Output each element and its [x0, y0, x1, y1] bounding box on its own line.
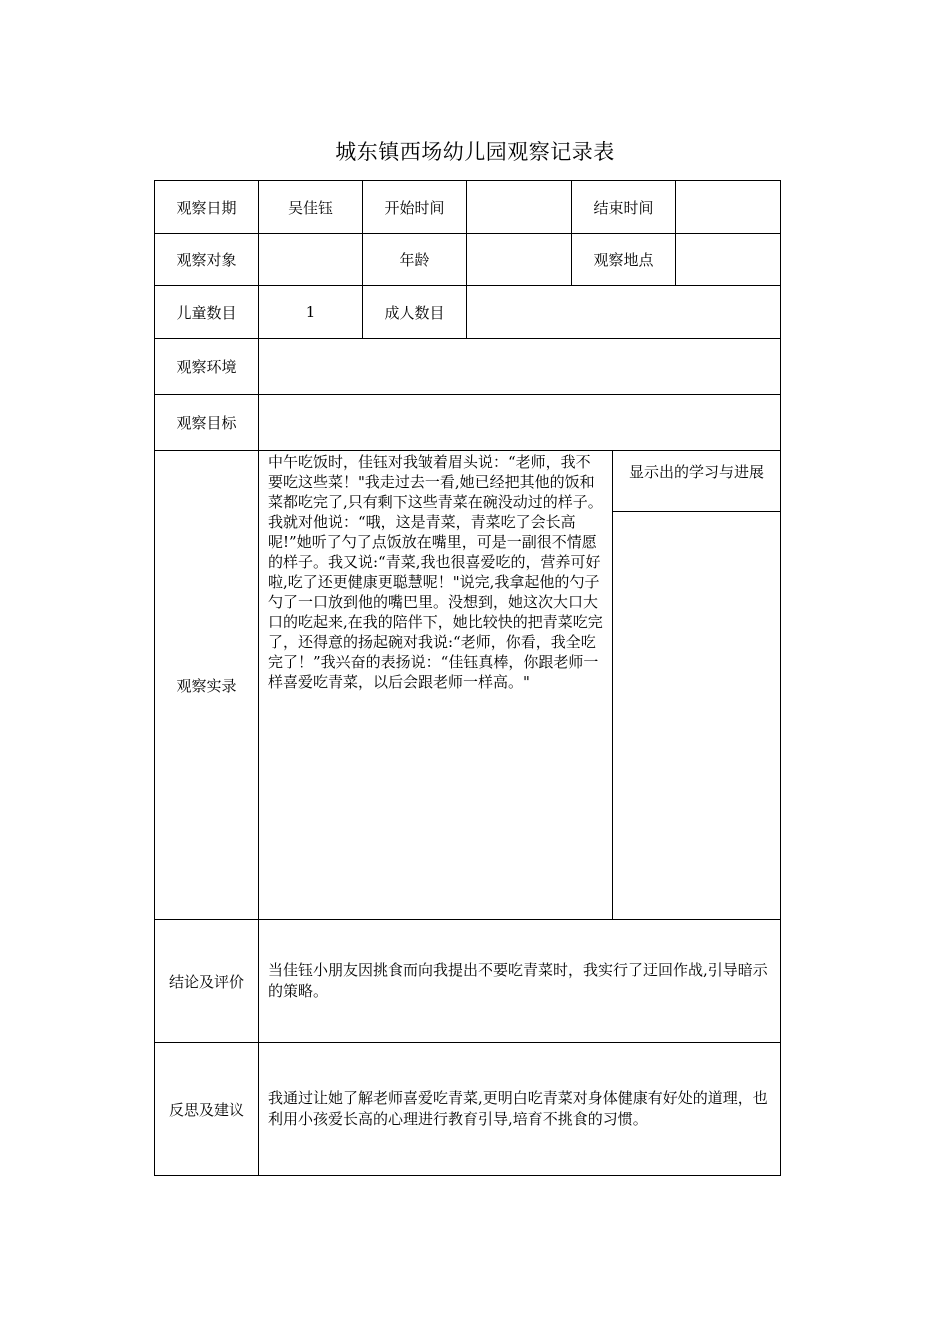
progress-value	[613, 512, 780, 918]
start-time-value	[467, 181, 572, 234]
location-value	[676, 234, 781, 286]
row-reflection	[155, 1043, 781, 1176]
children-count-value: 1	[259, 286, 363, 339]
adults-count-label: 成人数目	[363, 286, 467, 339]
start-time-label: 开始时间	[363, 181, 467, 234]
reflection-text: 我通过让她了解老师喜爱吃青菜,更明白吃青菜对身体健康有好处的道理，也利用小孩爱长高的心理进行教育引导,培育不挑食的习惯。	[259, 1043, 781, 1176]
row-date-time	[155, 181, 781, 234]
row-subject	[155, 234, 781, 286]
reflection-label: 反思及建议	[155, 1043, 259, 1176]
environment-label: 观察环境	[155, 339, 259, 395]
age-value	[467, 234, 572, 286]
adults-count-value	[467, 286, 781, 339]
progress-label: 显示出的学习与进展	[613, 451, 780, 512]
page-title: 城东镇西场幼儿园观察记录表	[335, 140, 615, 164]
record-text: 中午吃饭时，佳钰对我皱着眉头说：“老师，我不要吃这些菜！"我走过去一看,她已经把其他的饭和菜都吃完了,只有剩下这些青菜在碗没动过的样子。我就对他说：“哦，这是青菜，青菜吃了会长高呢!”她听了勺了点饭放在嘴里，可是一副很不情愿的样子。我又说:“青菜,我也很喜爱吃的，营养可好啦,吃了还更健康更聪慧呢！"说完,我拿起他的勺子勺了一口放到他的嘴巴里。没想到，她这次大口大口的吃起来,在我的陪伴下，她比较快的把青菜吃完了，还得意的扬起碗对我说:“老师，你看，我全吃完了！”我兴奋的表扬说：“佳钰真棒，你跟老师一样喜爱吃青菜，以后会跟老师一样高。"	[268, 453, 603, 691]
age-label: 年龄	[363, 234, 467, 286]
location-label: 观察地点	[572, 234, 676, 286]
observation-form	[154, 180, 781, 1176]
date-label: 观察日期	[155, 181, 259, 234]
subject-value	[259, 234, 363, 286]
progress-cell	[613, 451, 781, 920]
row-record	[155, 451, 781, 920]
children-count-label: 儿童数目	[155, 286, 259, 339]
row-goal	[155, 395, 781, 451]
row-conclusion	[155, 920, 781, 1043]
environment-value	[259, 339, 781, 395]
end-time-label: 结束时间	[572, 181, 676, 234]
record-cell	[259, 451, 613, 920]
date-value: 吴佳钰	[259, 181, 363, 234]
subject-label: 观察对象	[155, 234, 259, 286]
goal-label: 观察目标	[155, 395, 259, 451]
end-time-value	[676, 181, 781, 234]
conclusion-label: 结论及评价	[155, 920, 259, 1043]
conclusion-text: 当佳钰小朋友因挑食而向我提出不要吃青菜时，我实行了迂回作战,引导暗示的策略。	[259, 920, 781, 1043]
row-environment	[155, 339, 781, 395]
record-label: 观察实录	[155, 451, 259, 920]
goal-value	[259, 395, 781, 451]
row-counts	[155, 286, 781, 339]
